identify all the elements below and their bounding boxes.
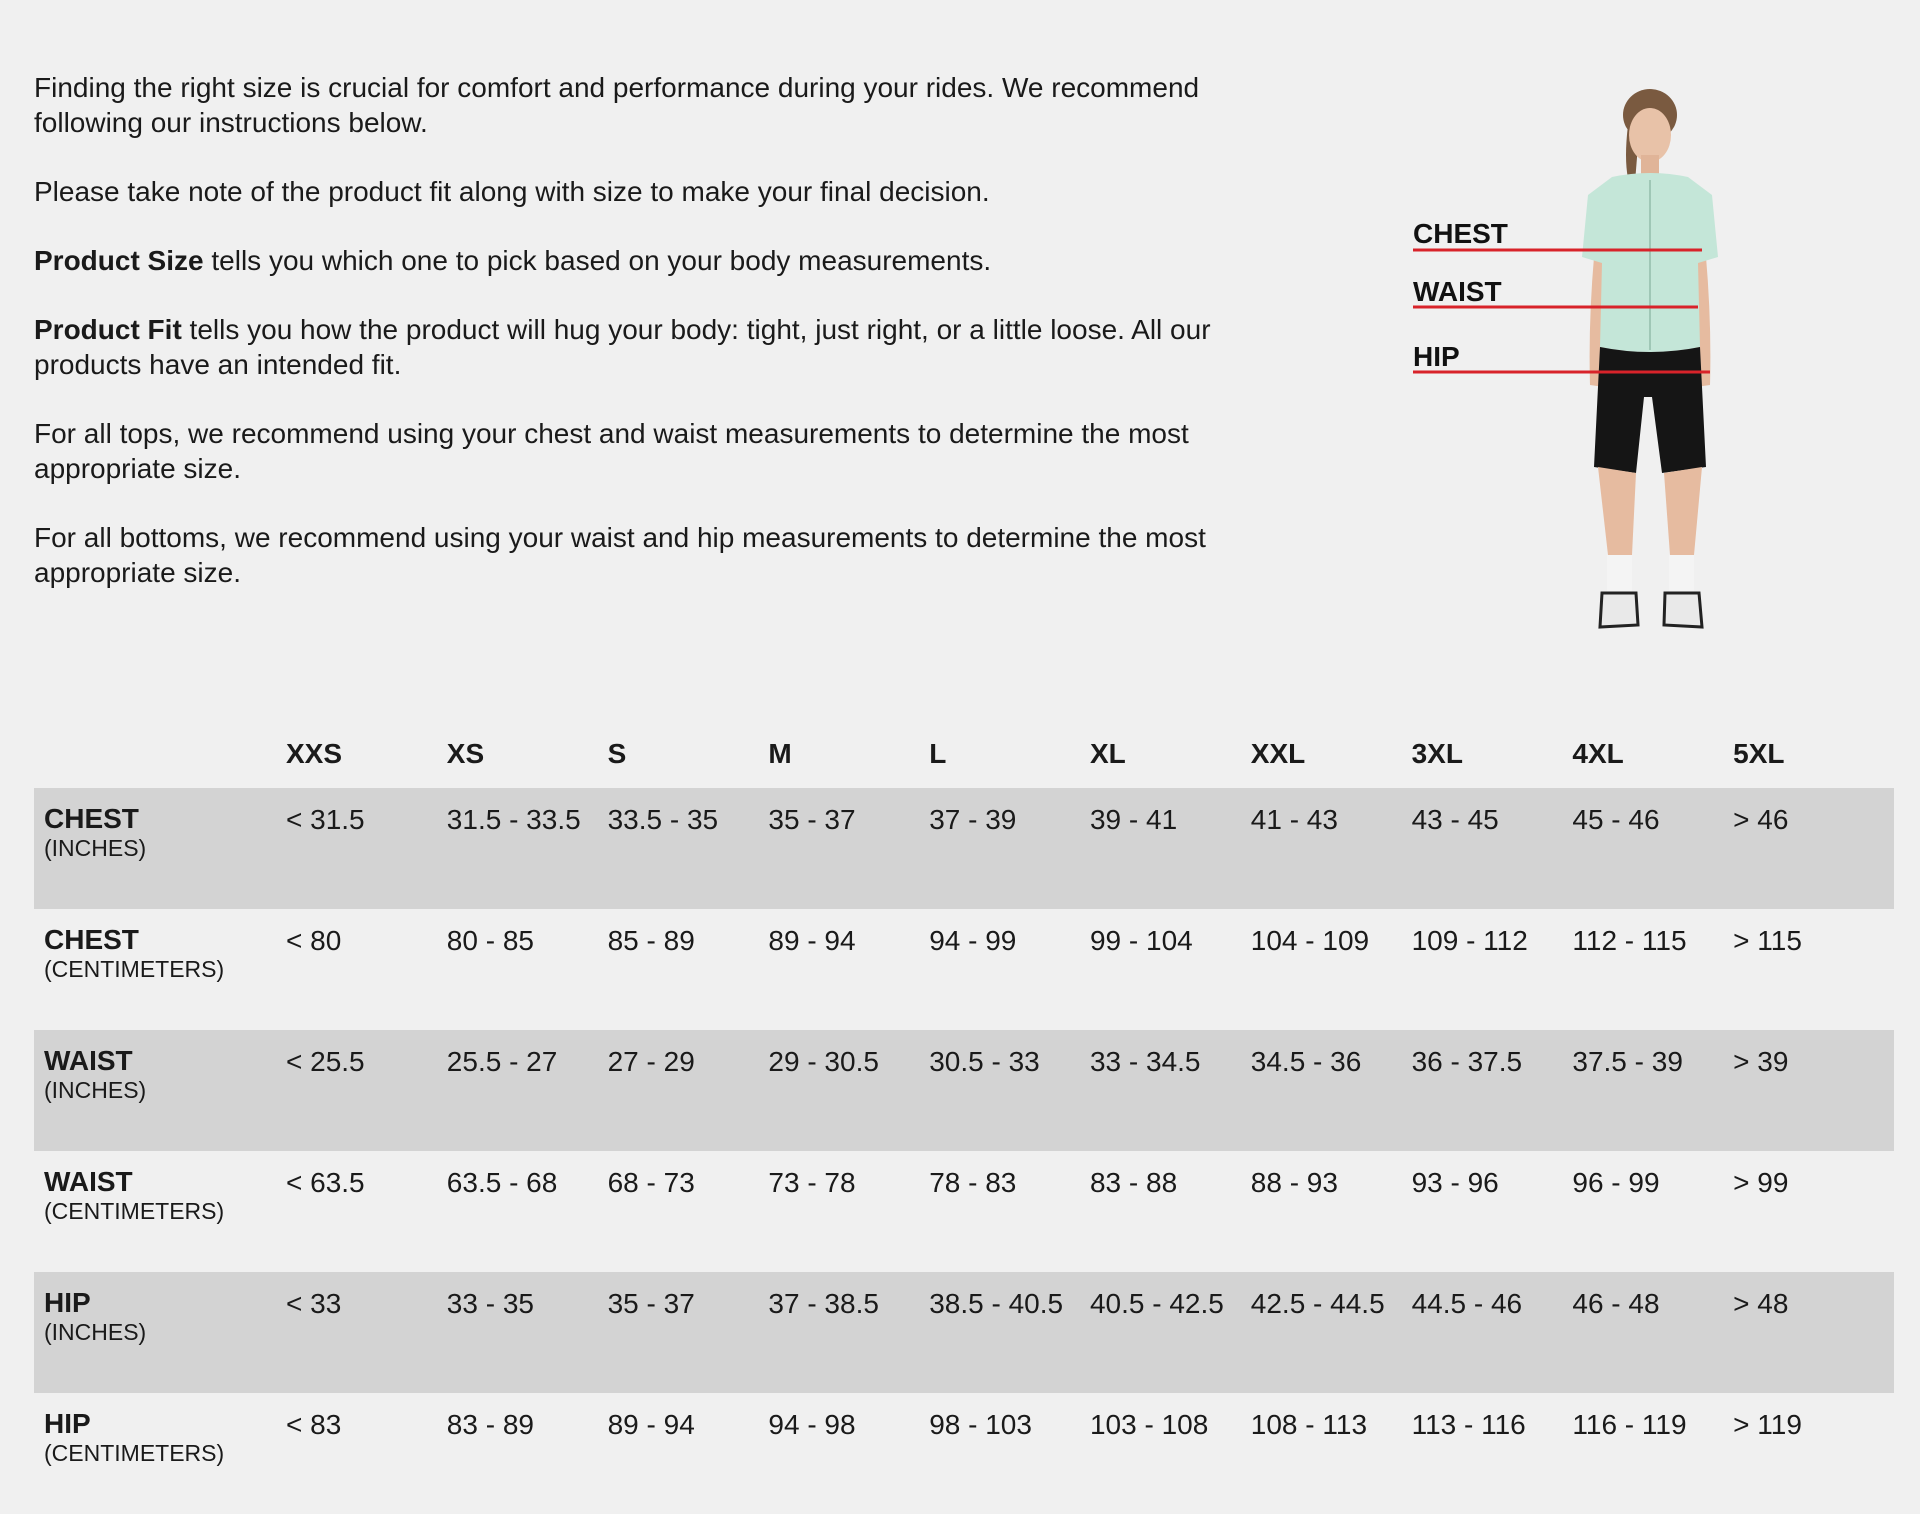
table-cell: 43 - 45 (1412, 788, 1573, 909)
table-cell: 83 - 89 (446, 1409, 534, 1440)
header-empty-cell (34, 720, 286, 788)
chest-label: CHEST (1413, 218, 1508, 249)
size-header: S (607, 738, 627, 769)
table-cell: < 80 (286, 925, 342, 956)
table-cell: 68 - 73 (607, 1167, 695, 1198)
row-label: HIP (44, 1408, 91, 1439)
table-cell: 78 - 83 (929, 1167, 1017, 1198)
waist-label: WAIST (1413, 276, 1502, 307)
table-cell: 94 - 99 (929, 925, 1017, 956)
table-cell: < 33 (286, 1272, 447, 1393)
table-cell: 25.5 - 27 (447, 1030, 608, 1151)
measurement-figure (1400, 85, 1760, 655)
table-cell: 41 - 43 (1251, 788, 1412, 909)
row-unit: (INCHES) (44, 835, 147, 861)
row-label: CHEST (44, 803, 139, 834)
table-cell: 40.5 - 42.5 (1090, 1272, 1251, 1393)
table-cell: 73 - 78 (768, 1167, 856, 1198)
table-cell: 109 - 112 (1411, 925, 1528, 956)
table-cell: 29 - 30.5 (768, 1030, 929, 1151)
table-cell: > 115 (1733, 925, 1802, 956)
table-cell: 80 - 85 (446, 925, 534, 956)
table-row-hip-centimeters (34, 1393, 1894, 1514)
row-header (34, 1393, 286, 1514)
row-label: WAIST (44, 1166, 133, 1197)
table-cell: 37 - 38.5 (768, 1272, 929, 1393)
table-row-waist-inches (34, 1030, 1894, 1151)
size-header: 5XL (1733, 738, 1785, 769)
row-header (34, 909, 286, 1030)
size-header: XXL (1250, 738, 1306, 769)
table-cell: 44.5 - 46 (1412, 1272, 1573, 1393)
product-fit-description: tells you how the product will hug your body: tight, just right, or a little loose. All our products have an intended fit. (34, 314, 1211, 380)
table-cell: 103 - 108 (1089, 1409, 1209, 1440)
table-cell: 85 - 89 (607, 925, 695, 956)
table-cell: 35 - 37 (768, 788, 929, 909)
size-header: XL (1089, 738, 1126, 769)
row-label: CHEST (44, 924, 139, 955)
table-cell: > 119 (1733, 1409, 1802, 1440)
table-cell: 93 - 96 (1411, 1167, 1499, 1198)
table-cell: < 63.5 (286, 1167, 365, 1198)
size-header: M (768, 738, 792, 769)
table-cell: 96 - 99 (1572, 1167, 1660, 1198)
product-size-description: tells you which one to pick based on your body measurements. (203, 245, 992, 276)
row-label: WAIST (44, 1045, 133, 1076)
row-unit: (CENTIMETERS) (44, 956, 225, 982)
table-cell: > 48 (1733, 1272, 1894, 1393)
table-cell: 37 - 39 (929, 788, 1090, 909)
intro-paragraph-1: Finding the right size is crucial for comfort and performance during your rides. We recommend following our instructions below. (34, 72, 1200, 138)
table-cell: 42.5 - 44.5 (1251, 1272, 1412, 1393)
intro-paragraph-3 (34, 243, 1274, 278)
table-cell: 98 - 103 (929, 1409, 1032, 1440)
table-cell: 112 - 115 (1572, 925, 1687, 956)
table-row-hip-inches (34, 1272, 1894, 1393)
row-header (34, 1151, 286, 1272)
table-cell: < 31.5 (286, 788, 447, 909)
table-cell: 99 - 104 (1089, 925, 1193, 956)
table-cell: 33 - 35 (447, 1272, 608, 1393)
table-cell: 45 - 46 (1572, 788, 1733, 909)
table-cell: 113 - 116 (1411, 1409, 1526, 1440)
table-cell: 46 - 48 (1572, 1272, 1733, 1393)
table-cell: 31.5 - 33.5 (447, 788, 608, 909)
table-cell: 38.5 - 40.5 (929, 1272, 1090, 1393)
table-cell: > 99 (1733, 1167, 1789, 1198)
size-header: 4XL (1572, 738, 1624, 769)
table-cell: < 25.5 (286, 1030, 447, 1151)
hip-label: HIP (1413, 341, 1460, 372)
table-cell: > 39 (1733, 1030, 1894, 1151)
size-header: XXS (286, 738, 343, 769)
table-cell: 63.5 - 68 (446, 1167, 558, 1198)
table-cell: 104 - 109 (1250, 925, 1370, 956)
table-row-chest-centimeters (34, 909, 1894, 1030)
size-header: L (929, 738, 947, 769)
row-header (34, 1272, 286, 1393)
intro-paragraph-4 (34, 312, 1274, 382)
table-cell: 94 - 98 (768, 1409, 856, 1440)
size-chart-table (34, 720, 1894, 1514)
table-cell: 89 - 94 (607, 1409, 695, 1440)
row-header (34, 788, 286, 909)
table-cell: 83 - 88 (1089, 1167, 1178, 1198)
row-unit: (INCHES) (44, 1319, 147, 1345)
row-unit: (INCHES) (44, 1077, 147, 1103)
table-cell: 88 - 93 (1250, 1167, 1338, 1198)
table-row-chest-inches (34, 788, 1894, 909)
table-cell: 27 - 29 (608, 1030, 769, 1151)
table-cell: 89 - 94 (768, 925, 856, 956)
table-cell: 116 - 119 (1572, 1409, 1687, 1440)
row-unit: (CENTIMETERS) (44, 1198, 225, 1224)
intro-paragraph-2: Please take note of the product fit along with size to make your final decision. (34, 176, 990, 207)
table-cell: 34.5 - 36 (1251, 1030, 1412, 1151)
product-size-term: Product Size (34, 245, 204, 276)
intro-paragraph-6: For all bottoms, we recommend using your waist and hip measurements to determine the most appropriate size. (34, 522, 1206, 588)
table-cell: 33 - 34.5 (1090, 1030, 1251, 1151)
table-row-waist-centimeters (34, 1151, 1894, 1272)
product-fit-term: Product Fit (34, 314, 182, 345)
row-header (34, 1030, 286, 1151)
table-cell: 39 - 41 (1090, 788, 1251, 909)
table-cell: 35 - 37 (608, 1272, 769, 1393)
table-cell: 36 - 37.5 (1412, 1030, 1573, 1151)
intro-paragraph-5: For all tops, we recommend using your chest and waist measurements to determine the most appropriate size. (34, 418, 1189, 484)
table-cell: 108 - 113 (1250, 1409, 1368, 1440)
row-label: HIP (44, 1287, 91, 1318)
table-cell: > 46 (1733, 788, 1894, 909)
size-header-row (34, 720, 1894, 788)
size-header: 3XL (1411, 738, 1463, 769)
table-cell: 33.5 - 35 (608, 788, 769, 909)
table-cell: 30.5 - 33 (929, 1030, 1090, 1151)
size-header: XS (446, 738, 485, 769)
table-cell: < 83 (286, 1409, 342, 1440)
row-unit: (CENTIMETERS) (44, 1440, 225, 1466)
table-cell: 37.5 - 39 (1572, 1030, 1733, 1151)
intro-text (34, 70, 1274, 624)
